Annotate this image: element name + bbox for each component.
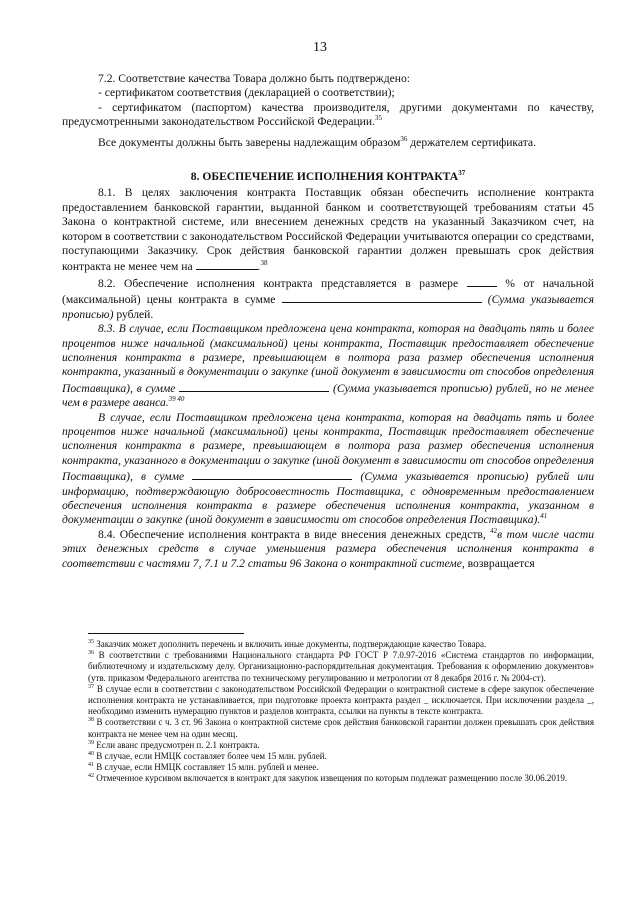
clause-7-2-item-1: - сертификатом соответствия (декларацией о соответствии); (98, 86, 395, 100)
clause-8-2: 8.2. Обеспечение исполнения контракта представляется в размере % от начальной (максимальной) цены контракта в сумме (Сумма указывается прописью) рублей. (62, 276, 595, 321)
footnotes (88, 639, 594, 785)
clause-8-4: 8.4. Обеспечение исполнения контракта в виде внесения денежных средств, $^{42}$в том числе части этих денежных средств в случае уменьшения размера обеспечения исполнения контракта в соответствии с частями 7, 7.1 и 7.2 статьи 96 Закона о контрактной системе, возвращается (62, 526, 594, 570)
page-number: 13 (313, 40, 327, 55)
blank-field (467, 275, 497, 287)
footnote: $^{37}$ В случае если в соответствии с законодательством Российской Федерации о контрактной системе в сфере закупок обеспечение исполнения контракта не устанавливается, при подготовке проекта контракта раздел _ исключается. При исключении раздела _, необходимо изменить нумерацию пунктов и разделов контракта, ссылки на пункты в тексте контракта. (88, 683, 594, 717)
blank-field (196, 258, 258, 270)
blank-field (282, 291, 482, 303)
clause-8-3: 8.3. В случае, если Поставщиком предложена цена контракта, которая на двадцать пять и более процентов ниже начальной (максимальной) цены контракта, Поставщик предоставляет обеспечение исполнения контракта в размере, превышающем в полтора раза размер обеспечения исполнения контракта, указанный в документации о закупке (иной документ в зависимости от способов определения Поставщика), в сумме (Сумма указывается прописью) рублей, но не менее чем в размере аванса.$^{39 40}$ (62, 322, 594, 410)
footnote: $^{36}$ В соответствии с требованиями Национального стандарта РФ ГОСТ Р 7.0.97-2016 «Система стандартов по информации, библиотечному и издательскому делу. Организационно-распорядительная документация. Требования к оформлению документов» (утв. приказом Федерального агентства по техническому регулированию и метрологии от 8 декабря 2016 г. № 2004-ст). (88, 650, 594, 683)
clause-7-2-item-2: - сертификатом (паспортом) качества производителя, другими документами по качеству, предусмотренными законодательством Российской Федерации.$^{35}$ (62, 100, 594, 129)
footnote: $^{42}$ Отмеченное курсивом включается в контракт для закупок извещения по которым подлежат размещению после 30.06.2019. (88, 773, 568, 784)
footnote: $^{38}$ В соответствии с ч. 3 ст. 96 Закона о контрактной системе срок действия банковской гарантии должен превышать срок действия контракта не менее чем на один месяц. (88, 717, 594, 739)
clause-8-1: 8.1. В целях заключения контракта Поставщик обязан обеспечить исполнение контракта предоставлением банковской гарантии, выданной банком и соответствующей требованиям статьи 45 Закона о контрактной системе, или внесением денежных средств на указанный Заказчиком счет, на котором в соответствии с законодательством Российской Федерации учитываются операции со средствами, поступающими Заказчику. Срок действия банковской гарантии должен превышать срок действия контракта не менее чем на .$^{38}$ (62, 186, 594, 274)
footnote-ref: 37 (458, 169, 466, 178)
blank-field (179, 380, 329, 392)
clause-7-2-intro: 7.2. Соответствие качества Товара должно быть подтверждено: (98, 72, 410, 85)
footnote-ref: 41 (540, 512, 548, 521)
section-8-heading: 8. ОБЕСПЕЧЕНИЕ ИСПОЛНЕНИЯ КОНТРАКТА$^{37}$ (190, 169, 466, 184)
footnote: $^{39}$ Если аванс предусмотрен п. 2.1 контракта. (88, 739, 260, 750)
footnote-ref: 35 (374, 114, 382, 123)
footnote-ref: 36 (400, 134, 408, 143)
footnote: $^{35}$ Заказчик может дополнить перечень и включить иные документы, подтверждающие качество Товара. (88, 639, 487, 649)
footnote: $^{41}$ В случае, если НМЦК составляет 15 млн. рублей и менее. (88, 762, 319, 773)
footnote-separator (88, 633, 244, 634)
clause-7-2-certification: Все документы должны быть заверены надлежащим образом$^{36}$ держателем сертификата. (98, 134, 536, 149)
footnote-ref: 38 (260, 259, 268, 268)
document-body (62, 72, 594, 571)
footnote-ref: 39 40 (168, 395, 185, 404)
clause-8-3-alternative: В случае, если Поставщиком предложена цена контракта, которая на двадцать пять и более процентов ниже начальной (максимальной) цены контракта, Поставщик предоставляет обеспечение исполнения контракта в размере, превышающем в полтора раза размер обеспечения исполнения контракта, указанного в документации о закупке (иной документ в зависимости от способов определения Поставщика), в сумме (Сумма указывается прописью) рублей или информацию, подтверждающую добросовестность Поставщика, с одновременным предоставлением обеспечения исполнения контракта в размере обеспечения исполнения контракта, указанном в документации о закупке (иной документ в зависимости от способов определения Поставщика).$^{41}$ (62, 410, 594, 527)
footnote: $^{40}$ В случае, если НМЦК составляет более чем 15 млн. рублей. (88, 751, 327, 762)
blank-field (192, 468, 352, 480)
footnote-ref: 42 (490, 526, 498, 535)
